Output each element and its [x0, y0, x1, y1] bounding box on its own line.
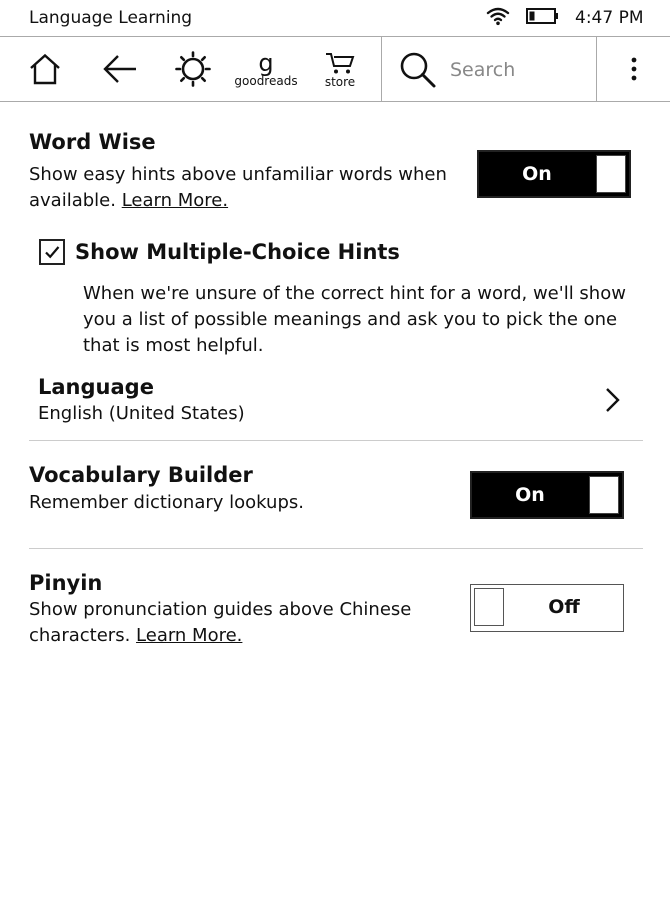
vocabulary-builder-toggle-label: On [515, 484, 545, 506]
language-value: English (United States) [38, 403, 245, 424]
brightness-button[interactable] [170, 37, 216, 101]
word-wise-description-text: Show easy hints above unfamiliar words when available. [29, 164, 447, 211]
word-wise-learn-more-link[interactable]: Learn More. [121, 190, 229, 211]
more-vertical-icon [630, 57, 638, 81]
separator [29, 548, 643, 549]
separator [29, 440, 643, 441]
vocabulary-builder-title: Vocabulary Builder [29, 463, 253, 487]
search-icon [399, 51, 437, 89]
back-button[interactable] [97, 37, 143, 101]
language-title: Language [38, 375, 154, 399]
pinyin-description [29, 597, 449, 649]
status-bar [0, 0, 670, 36]
brightness-icon [175, 51, 211, 87]
home-icon [28, 53, 62, 85]
status-title: Language Learning [29, 8, 193, 28]
home-button[interactable] [22, 37, 68, 101]
toggle-knob [589, 476, 619, 514]
multiple-choice-description: When we're unsure of the correct hint for a word, we'll show you a list of possible meanings and ask you to pick the one that is most helpful. [83, 283, 626, 356]
multiple-choice-label[interactable]: Show Multiple-Choice Hints [75, 240, 400, 264]
goodreads-icon: g [258, 48, 274, 77]
word-wise-toggle[interactable] [477, 150, 631, 198]
store-button[interactable] [318, 37, 362, 101]
cart-icon [325, 51, 355, 75]
vocabulary-builder-toggle[interactable] [470, 471, 624, 519]
toolbar [0, 36, 670, 102]
pinyin-title: Pinyin [29, 571, 103, 595]
wifi-icon [486, 6, 510, 26]
word-wise-title: Word Wise [29, 130, 156, 154]
pinyin-description-text: Show pronunciation guides above Chinese characters. [29, 599, 412, 646]
store-label: store [324, 74, 356, 89]
status-time: 4:47 PM [575, 8, 644, 28]
search-input[interactable] [450, 56, 580, 84]
menu-button[interactable] [597, 37, 670, 101]
pinyin-learn-more-link[interactable]: Learn More. [136, 625, 243, 646]
vocabulary-builder-description: Remember dictionary lookups. [29, 492, 304, 513]
toggle-knob [474, 588, 504, 626]
battery-icon [526, 7, 560, 25]
multiple-choice-checkbox[interactable] [39, 239, 65, 265]
check-icon [41, 241, 63, 263]
toggle-knob [596, 155, 626, 193]
back-arrow-icon [102, 54, 138, 84]
pinyin-toggle[interactable] [470, 584, 624, 632]
goodreads-label: goodreads [234, 73, 298, 88]
search-area[interactable] [382, 37, 596, 101]
word-wise-toggle-label: On [522, 163, 552, 185]
word-wise-description [29, 162, 449, 214]
pinyin-toggle-label: Off [548, 596, 580, 618]
goodreads-button[interactable] [232, 37, 300, 101]
chevron-right-icon [603, 387, 621, 413]
